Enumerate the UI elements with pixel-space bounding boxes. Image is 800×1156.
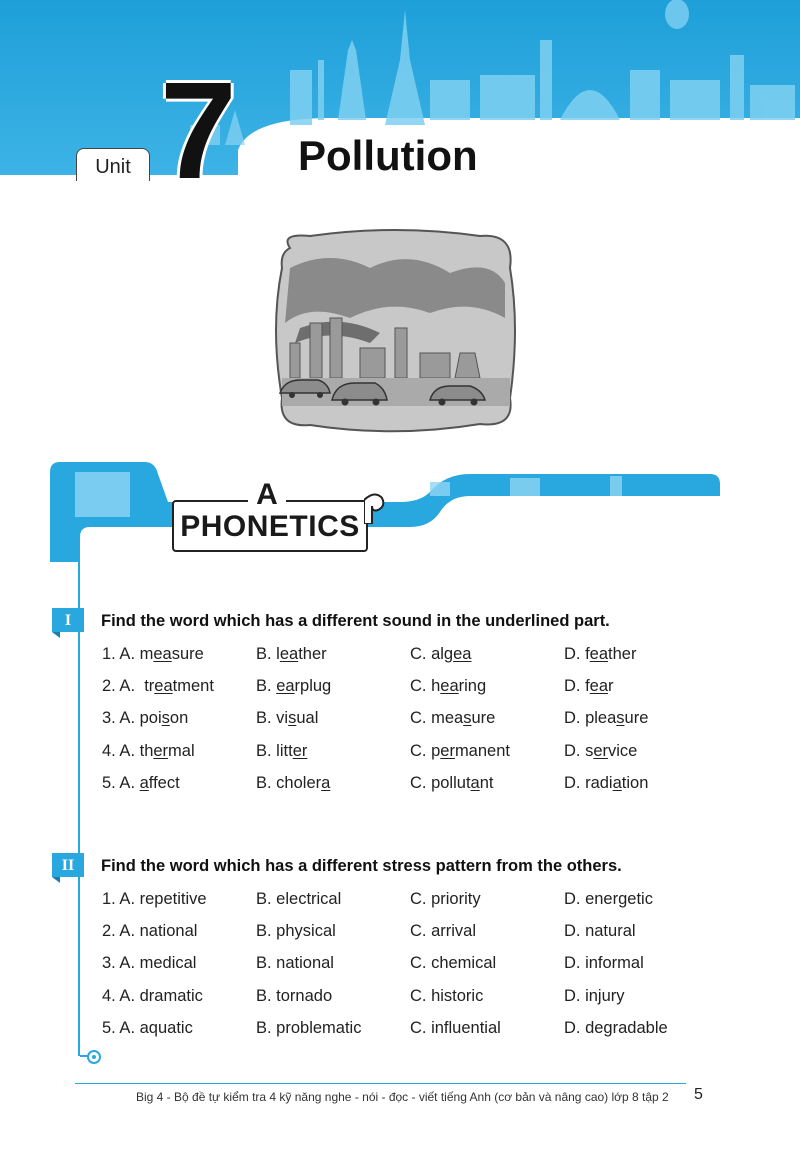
answer-option: D. radiation	[564, 773, 649, 792]
underlined-part: s	[161, 709, 170, 728]
answer-option: 2. A. national	[102, 922, 198, 941]
answer-option: C. measure	[410, 709, 496, 728]
underlined-part: s	[288, 709, 297, 728]
answer-option: 1. A. measure	[102, 645, 204, 663]
underlined-part: a	[139, 773, 149, 792]
exercise-number: I	[52, 608, 84, 632]
underlined-part: ea	[154, 677, 173, 696]
margin-dot-icon	[87, 1050, 101, 1064]
answer-option: B. visual	[256, 709, 319, 728]
exercise-number: II	[52, 853, 84, 877]
answer-option: D. pleasure	[564, 709, 649, 728]
underlined-part: s	[616, 709, 625, 728]
answer-row	[102, 645, 742, 669]
answer-option: C. hearing	[410, 677, 487, 696]
answer-option: C. historic	[410, 986, 484, 1005]
answer-option: C. pollutant	[410, 773, 494, 792]
answer-option: D. feather	[564, 645, 637, 663]
answer-option: D. service	[564, 741, 638, 760]
answer-option: D. natural	[564, 922, 636, 941]
answer-option: B. problematic	[256, 1018, 362, 1037]
answer-option: B. tornado	[256, 986, 333, 1005]
underlined-part: ea	[589, 645, 609, 663]
answer-row	[102, 922, 742, 946]
answer-option: 1. A. repetitive	[102, 890, 207, 908]
answer-row	[102, 1019, 742, 1043]
underlined-part: ea	[279, 645, 299, 663]
answer-option: 3. A. medical	[102, 954, 197, 973]
answer-option: D. fear	[564, 677, 614, 696]
underlined-part: a	[612, 773, 622, 792]
answer-option: B. cholera	[256, 773, 331, 792]
answer-option: 2. A. treatment	[102, 677, 214, 696]
answer-option: 5. A. aquatic	[102, 1018, 193, 1037]
answer-option: 5. A. affect	[102, 773, 180, 792]
answer-option: C. permanent	[410, 741, 510, 760]
footer-book-title: Big 4 - Bộ đề tự kiểm tra 4 kỹ năng nghe - nói - đọc - viết tiếng Anh (cơ bản và nâng cao) lớp 8 tập 2	[136, 1090, 669, 1104]
answer-option: C. algea	[410, 645, 472, 663]
answer-row	[102, 709, 742, 733]
answer-option: C. chemical	[410, 954, 497, 973]
answer-option: C. influential	[410, 1018, 501, 1037]
answer-row	[102, 987, 742, 1011]
section-letter: A	[248, 478, 286, 508]
underlined-part: ea	[440, 677, 459, 696]
underlined-part: ea	[453, 645, 472, 663]
underlined-part: er	[593, 741, 609, 760]
pollution-illustration	[270, 228, 520, 433]
answer-option: B. leather	[256, 645, 327, 663]
underlined-part: er	[440, 741, 455, 760]
answer-option: B. litter	[256, 741, 308, 760]
answer-option: D. injury	[564, 986, 625, 1005]
answer-row	[102, 954, 742, 978]
underlined-part: a	[321, 773, 331, 792]
answer-option: B. physical	[256, 922, 336, 941]
answer-option: B. electrical	[256, 890, 342, 908]
exercise-instruction: Find the word which has a different stress pattern from the others.	[101, 857, 622, 875]
answer-option: 4. A. dramatic	[102, 986, 203, 1005]
answer-row	[102, 774, 742, 798]
answer-row	[102, 890, 742, 914]
answer-option: D. degradable	[564, 1018, 668, 1037]
page-number: 5	[694, 1086, 703, 1103]
underlined-part: er	[153, 741, 169, 760]
underlined-part: ea	[276, 677, 295, 696]
footer-rule-tick	[676, 1083, 686, 1094]
answer-option: B. earplug	[256, 677, 332, 696]
banner-scroll-curl	[364, 488, 386, 524]
unit-label: Unit	[76, 148, 150, 181]
underlined-part: a	[470, 773, 480, 792]
underlined-part: ea	[589, 677, 609, 696]
answer-option: D. informal	[564, 954, 644, 973]
answer-option: C. priority	[410, 890, 481, 908]
answer-option: C. arrival	[410, 922, 477, 941]
margin-line	[78, 560, 80, 1056]
exercise-instruction: Find the word which has a different sound in the underlined part.	[101, 612, 610, 630]
underlined-part: er	[292, 741, 308, 760]
answer-option: B. national	[256, 954, 334, 973]
unit-number: 7	[160, 54, 237, 208]
underlined-part: ea	[153, 645, 172, 663]
footer-rule	[75, 1083, 679, 1084]
answer-row	[102, 742, 742, 766]
answer-option: 4. A. thermal	[102, 741, 195, 760]
underlined-part: s	[463, 709, 472, 728]
answer-option: 3. A. poison	[102, 709, 189, 728]
unit-title: Pollution	[298, 132, 478, 179]
answer-option: D. energetic	[564, 890, 653, 908]
answer-row	[102, 677, 742, 701]
section-title: PHONETICS	[172, 500, 368, 552]
